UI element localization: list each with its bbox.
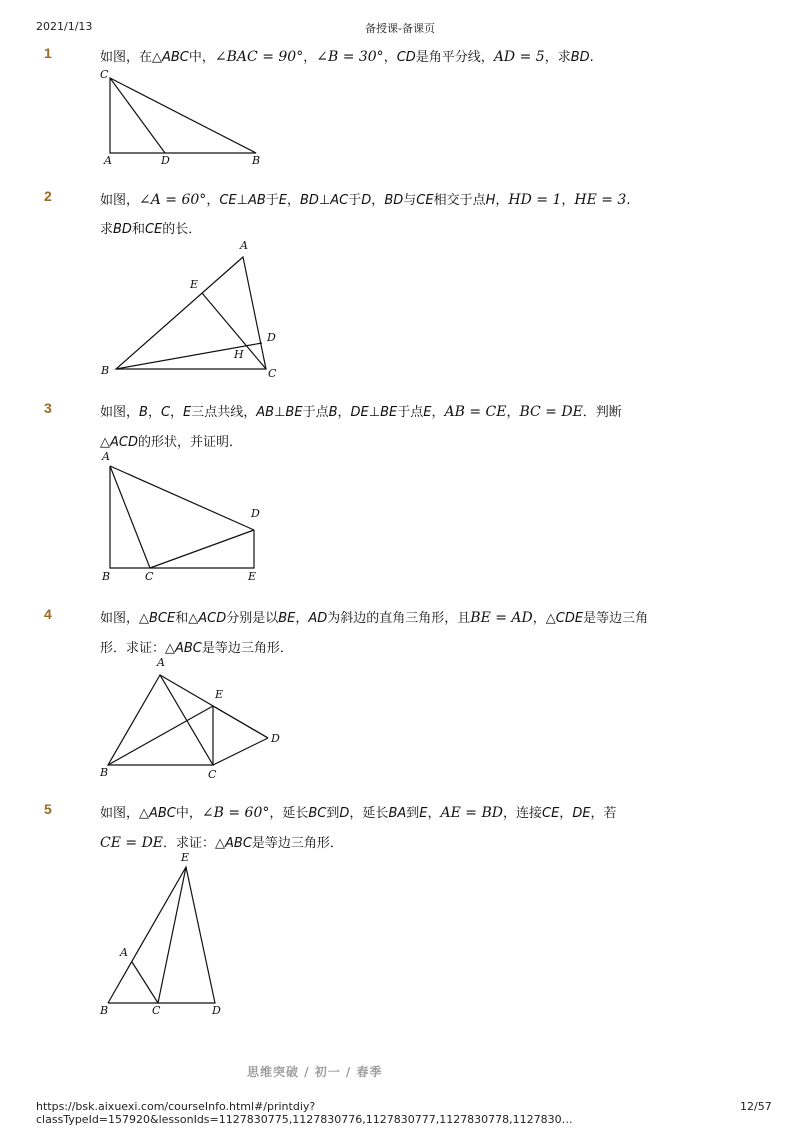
math-expression: AD = 5 (493, 49, 545, 65)
text-segment: ， (147, 405, 161, 420)
label-3-B: B (102, 570, 111, 583)
text-segment: 到 (406, 806, 420, 821)
footer-url: https://bsk.aixuexi.com/courseInfo.html#/printdiy?classTypeId=157920&lessonIds=1127830775,1127830776,1127830777,1127830778,1127830… (36, 1100, 573, 1126)
text-segment: ， (371, 193, 385, 208)
text-segment: ， (337, 405, 351, 420)
text-segment: ， (495, 193, 509, 208)
variable-name: BE (278, 611, 296, 626)
text-segment: ， (303, 50, 317, 65)
text-segment: 是等边三角形． (251, 836, 343, 851)
variable-name: AC (330, 193, 349, 208)
footer-brand: 思维突破 / 初一 / 春季 (247, 1065, 383, 1079)
problem-number-2: 2 (44, 188, 52, 204)
text-segment: ．判断 (582, 405, 622, 420)
label-2-D: D (267, 331, 276, 344)
label-3-A: A (102, 450, 110, 463)
label-3-D: D (251, 507, 260, 520)
variable-name: E (419, 806, 428, 821)
math-expression: ∠B = 60° (201, 805, 270, 821)
problem-number-5: 5 (44, 801, 52, 817)
variable-name: C (160, 405, 171, 420)
text-segment: 中， (175, 806, 202, 821)
text-segment: ， (206, 193, 220, 208)
text-segment: 和△ (175, 611, 199, 626)
text-segment: △ (100, 435, 110, 450)
variable-name: B (328, 405, 338, 420)
variable-name: ABC (162, 50, 189, 65)
text-segment: 与 (403, 193, 417, 208)
math-expression: BE = AD (470, 610, 533, 626)
variable-name: E (278, 193, 287, 208)
label-5-E: E (181, 851, 190, 864)
math-expression: HE = 3 (574, 192, 627, 208)
label-5-A: A (120, 946, 128, 959)
label-1-B: B (252, 154, 261, 167)
variable-name: CE (542, 806, 560, 821)
text-segment: 中， (188, 50, 215, 65)
label-2-A: A (240, 239, 248, 252)
label-4-D: D (271, 732, 280, 745)
text-segment: 形．求证：△ (100, 641, 175, 656)
text-segment: 到 (326, 806, 340, 821)
variable-name: ABC (175, 641, 202, 656)
variable-name: CE (416, 193, 434, 208)
label-2-H: H (234, 348, 244, 361)
math-expression: HD = 1 (508, 192, 562, 208)
variable-name: ABC (225, 836, 252, 851)
variable-name: BD (384, 193, 404, 208)
text-segment: 于点 (302, 405, 329, 420)
text-segment: ， (506, 405, 520, 420)
text-segment: ， (559, 806, 573, 821)
text-segment: 的长． (162, 222, 202, 237)
text-segment: . (626, 193, 631, 208)
variable-name: BD (300, 193, 319, 208)
label-3-C: C (145, 570, 154, 583)
text-segment: ，延长 (269, 806, 309, 821)
variable-name: BCE (149, 611, 176, 626)
variable-name: E (183, 405, 192, 420)
text-segment: 于 (348, 193, 362, 208)
variable-name: BE (380, 405, 398, 420)
text-segment: 求 (100, 222, 114, 237)
label-2-B: B (101, 364, 110, 377)
text-segment: 是等边三角 (583, 611, 649, 626)
text-segment: . (589, 50, 594, 65)
variable-name: DE (572, 806, 591, 821)
text-segment: 如图，△ (100, 611, 149, 626)
label-5-D: D (212, 1004, 221, 1017)
variable-name: B (139, 405, 148, 420)
math-expression: BC = DE (519, 404, 583, 420)
label-1-A: A (104, 154, 112, 167)
text-segment: 如图， (100, 405, 140, 420)
label-4-B: B (100, 766, 109, 779)
math-expression: ∠BAC = 90° (214, 49, 304, 65)
text-segment: ，若 (590, 806, 617, 821)
text-segment: 如图，在△ (100, 50, 162, 65)
text-segment: ， (427, 806, 441, 821)
math-expression: ∠B = 30° (316, 49, 384, 65)
text-segment: 是角平分线， (415, 50, 494, 65)
problem-number-1: 1 (44, 45, 52, 61)
variable-name: BC (308, 806, 327, 821)
text-segment: ⊥ (274, 405, 286, 420)
label-4-C: C (208, 768, 217, 781)
text-segment: 于 (265, 193, 279, 208)
text-segment: ⊥ (236, 193, 248, 208)
variable-name: AD (308, 611, 328, 626)
page-counter: 12/57 (740, 1100, 772, 1113)
variable-name: CE (219, 193, 237, 208)
label-2-C: C (268, 367, 277, 380)
text-segment: ⊥ (368, 405, 381, 420)
text-segment: ．求证：△ (163, 836, 226, 851)
variable-name: H (485, 193, 496, 208)
math-expression: ∠A = 60° (139, 192, 207, 208)
variable-name: BD (570, 50, 590, 65)
text-segment: 于点 (397, 405, 424, 420)
label-2-E: E (190, 278, 199, 291)
text-segment: 的形状，并证明． (137, 435, 242, 450)
text-segment: 分别是以 (226, 611, 279, 626)
label-3-E: E (248, 570, 257, 583)
variable-name: AB (256, 405, 275, 420)
text-segment: ⊥ (318, 193, 331, 208)
math-expression: AE = BD (440, 805, 503, 821)
label-4-A: A (157, 656, 165, 669)
variable-name: CD (396, 50, 416, 65)
variable-name: D (339, 806, 350, 821)
text-segment: ， (287, 193, 301, 208)
label-4-E: E (215, 688, 224, 701)
text-segment: ， (561, 193, 575, 208)
variable-name: CE (144, 222, 163, 237)
text-segment: ，延长 (349, 806, 389, 821)
text-segment: 如图，△ (100, 806, 149, 821)
variable-name: ACD (110, 435, 138, 450)
variable-name: D (361, 193, 372, 208)
math-expression: CE = DE (100, 835, 164, 851)
problem-number-4: 4 (44, 606, 52, 622)
variable-name: ABC (149, 806, 176, 821)
text-segment: 相交于点 (433, 193, 486, 208)
variable-name: BE (285, 405, 303, 420)
variable-name: E (423, 405, 432, 420)
math-expression: AB = CE (444, 404, 507, 420)
label-1-C: C (100, 68, 109, 81)
variable-name: BD (113, 222, 132, 237)
text-segment: 是等边三角形． (201, 641, 293, 656)
text-segment: 三点共线， (191, 405, 257, 420)
variable-name: CDE (555, 611, 584, 626)
variable-name: DE (350, 405, 369, 420)
text-segment: ，△ (532, 611, 556, 626)
problem-number-3: 3 (44, 400, 52, 416)
variable-name: BA (388, 806, 407, 821)
text-segment: ，求 (544, 50, 571, 65)
text-segment: ， (383, 50, 397, 65)
variable-name: AB (247, 193, 266, 208)
page-title: 备授课-备课页 (365, 22, 435, 35)
label-5-B: B (100, 1004, 109, 1017)
label-5-C: C (152, 1004, 161, 1017)
label-1-D: D (161, 154, 170, 167)
text-segment: ， (295, 611, 309, 626)
text-segment: ， (431, 405, 445, 420)
print-date: 2021/1/13 (36, 20, 93, 33)
text-segment: 为斜边的直角三角形，且 (327, 611, 471, 626)
text-segment: 如图， (100, 193, 140, 208)
text-segment: 和 (131, 222, 145, 237)
text-segment: ，连接 (502, 806, 542, 821)
variable-name: ACD (198, 611, 227, 626)
text-segment: ， (170, 405, 184, 420)
